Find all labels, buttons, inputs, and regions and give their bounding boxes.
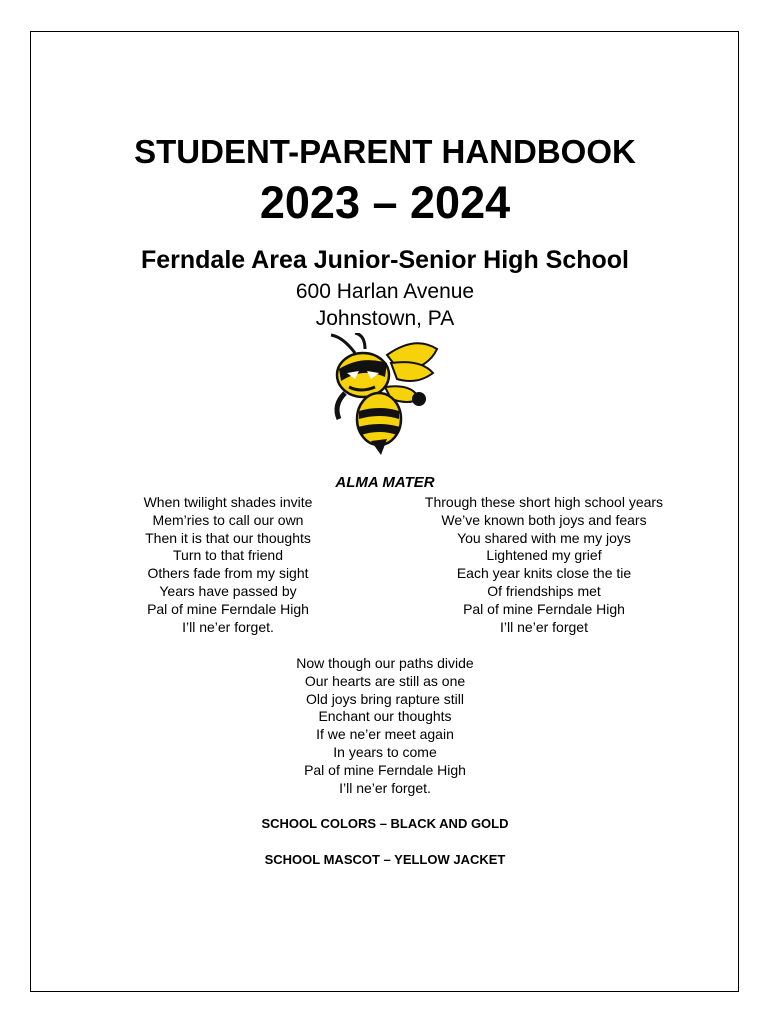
verse-line: Mem’ries to call our own xyxy=(152,511,304,528)
verse-line: Others fade from my sight xyxy=(147,565,309,582)
verse-line: I’ll ne’er forget xyxy=(500,618,588,635)
verse-line: In years to come xyxy=(333,743,437,760)
verse-line: Enchant our thoughts xyxy=(318,708,452,725)
verse-line: Pal of mine Ferndale High xyxy=(147,600,309,617)
verse-line: Years have passed by xyxy=(159,582,297,599)
address-street: 600 Harlan Avenue xyxy=(295,280,475,303)
verse-line: If we ne’er meet again xyxy=(316,726,454,743)
verse-line: Now though our paths divide xyxy=(296,655,474,671)
verse-line: Then it is that our thoughts xyxy=(145,529,311,546)
yellow-jacket-mascot-icon xyxy=(325,333,445,455)
verse-line: We’ve known both joys and fears xyxy=(441,511,647,528)
verse-line: Pal of mine Ferndale High xyxy=(463,600,625,617)
verse-line: Through these short high school years xyxy=(424,494,664,510)
verse-line: Of friendships met xyxy=(487,582,601,599)
address-city: Johnstown, PA xyxy=(315,307,455,330)
verse-line: I’ll ne’er forget. xyxy=(339,779,431,796)
page-title: STUDENT-PARENT HANDBOOK xyxy=(134,133,636,170)
alma-mater-heading: ALMA MATER xyxy=(335,474,435,491)
school-year: 2023 – 2024 xyxy=(259,177,511,228)
alma-mater-verse-2 xyxy=(402,494,686,636)
verse-line: Each year knits close the tie xyxy=(456,565,632,582)
alma-mater-verse-3 xyxy=(0,655,770,797)
verse-line: Turn to that friend xyxy=(173,547,283,564)
school-mascot: SCHOOL MASCOT – YELLOW JACKET xyxy=(264,852,506,867)
verse-line: I’ll ne’er forget. xyxy=(182,618,274,635)
verse-line: Old joys bring rapture still xyxy=(306,690,464,707)
verse-line: You shared with me my joys xyxy=(457,529,631,546)
verse-line: Our hearts are still as one xyxy=(304,672,466,689)
school-colors: SCHOOL COLORS – BLACK AND GOLD xyxy=(261,816,509,831)
school-name: Ferndale Area Junior-Senior High School xyxy=(140,246,630,274)
alma-mater-verse-1 xyxy=(108,494,348,636)
verse-line: Lightened my grief xyxy=(486,547,602,564)
verse-line: When twilight shades invite xyxy=(143,494,313,510)
verse-line: Pal of mine Ferndale High xyxy=(304,761,466,778)
